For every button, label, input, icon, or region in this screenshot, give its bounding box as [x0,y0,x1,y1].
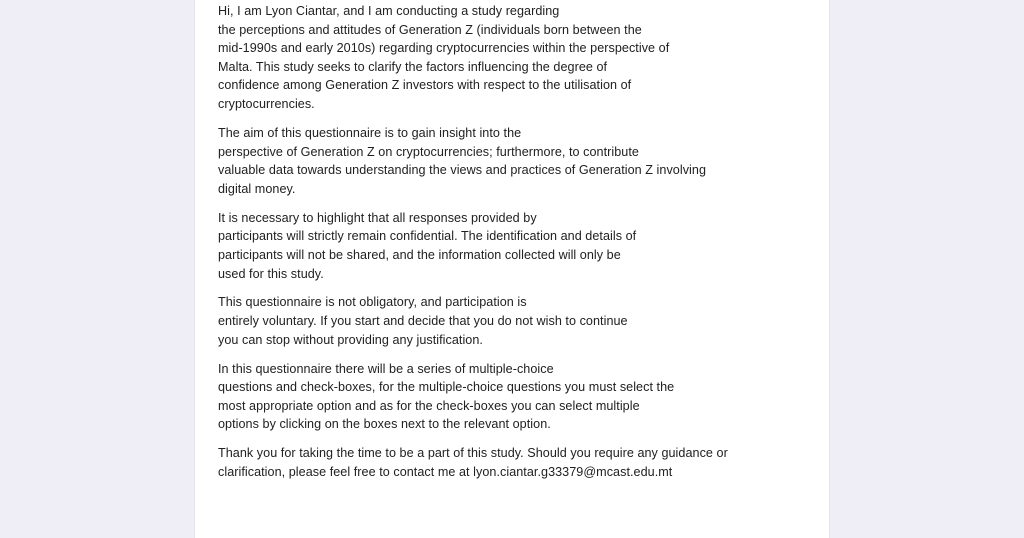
description-line: In this questionnaire there will be a series of multiple-choice [218,361,554,376]
description-line: mid-1990s and early 2010s) regarding cryptocurrencies within the perspective of [218,41,670,56]
aim-paragraph [218,124,818,198]
description-line: options by clicking on the boxes next to the relevant option. [218,417,551,432]
form-description [218,2,818,492]
description-line: participants will not be shared, and the information collected will only be [218,247,621,262]
instructions-paragraph [218,360,818,434]
description-line: entirely voluntary. If you start and decide that you do not wish to continue [218,314,628,329]
intro-paragraph [218,2,818,114]
description-line: perspective of Generation Z on cryptocurrencies; furthermore, to contribute [218,144,639,159]
description-line: used for this study. [218,266,324,281]
description-line: most appropriate option and as for the check-boxes you can select multiple [218,398,640,413]
contact-line: clarification, please feel free to contact me at lyon.ciantar.g33379@mcast.edu.mt [218,465,673,480]
description-line: the perceptions and attitudes of Generation Z (individuals born between the [218,22,642,37]
confidentiality-paragraph [218,209,818,283]
description-line: The aim of this questionnaire is to gain insight into the [218,125,522,140]
description-line: cryptocurrencies. [218,96,315,111]
description-line: It is necessary to highlight that all responses provided by [218,210,537,225]
description-line: confidence among Generation Z investors with respect to the utilisation of [218,78,632,93]
description-line: valuable data towards understanding the views and practices of Generation Z involving [218,163,706,178]
description-line: participants will strictly remain confidential. The identification and details of [218,229,637,244]
description-line: digital money. [218,181,296,196]
description-line: you can stop without providing any justification. [218,332,483,347]
form-description-card [194,0,830,538]
thanks-paragraph [218,444,818,481]
description-line: Thank you for taking the time to be a part of this study. Should you require any guidance or [218,446,728,461]
voluntary-paragraph [218,293,818,349]
description-line: Hi, I am Lyon Ciantar, and I am conducting a study regarding [218,4,560,18]
description-line: questions and check-boxes, for the multiple-choice questions you must select the [218,380,675,395]
description-line: Malta. This study seeks to clarify the factors influencing the degree of [218,59,608,74]
description-line: This questionnaire is not obligatory, and participation is [218,295,527,310]
